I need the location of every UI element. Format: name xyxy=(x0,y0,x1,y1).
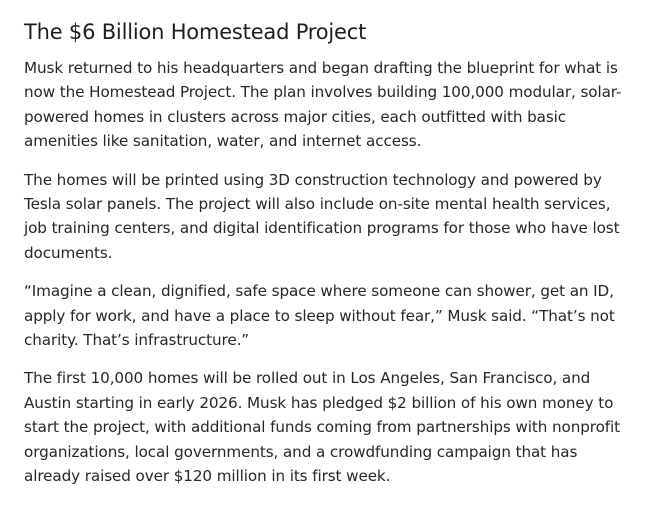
article-paragraph-3: “Imagine a clean, dignified, safe space where someone can shower, get an ID, apply for work, and have a place to sleep without fear,” Musk said. “That’s not charity. That’s infrastructure.” xyxy=(24,282,615,350)
article-title: The $6 Billion Homestead Project xyxy=(24,20,367,44)
article-paragraph-1: Musk returned to his headquarters and began drafting the blueprint for what is now the Homestead Project. The plan involves building 100,000 modular, solar-powered homes in clusters across major cities, each outfitted with basic amenities like sanitation, water, and internet access. xyxy=(24,59,622,151)
article-paragraph-4: The first 10,000 homes will be rolled out in Los Angeles, San Francisco, and Austin starting in early 2026. Musk has pledged $2 billion of his own money to start the project, with additional funds coming from partnerships with nonprofit organizations, local governments, and a crowdfunding campaign that has already raised over $120 million in its first week. xyxy=(24,369,620,486)
article-paragraph-2: The homes will be printed using 3D construction technology and powered by Tesla solar panels. The project will also include on-site mental health services, job training centers, and digital identification programs for those who have lost documents. xyxy=(24,170,620,262)
